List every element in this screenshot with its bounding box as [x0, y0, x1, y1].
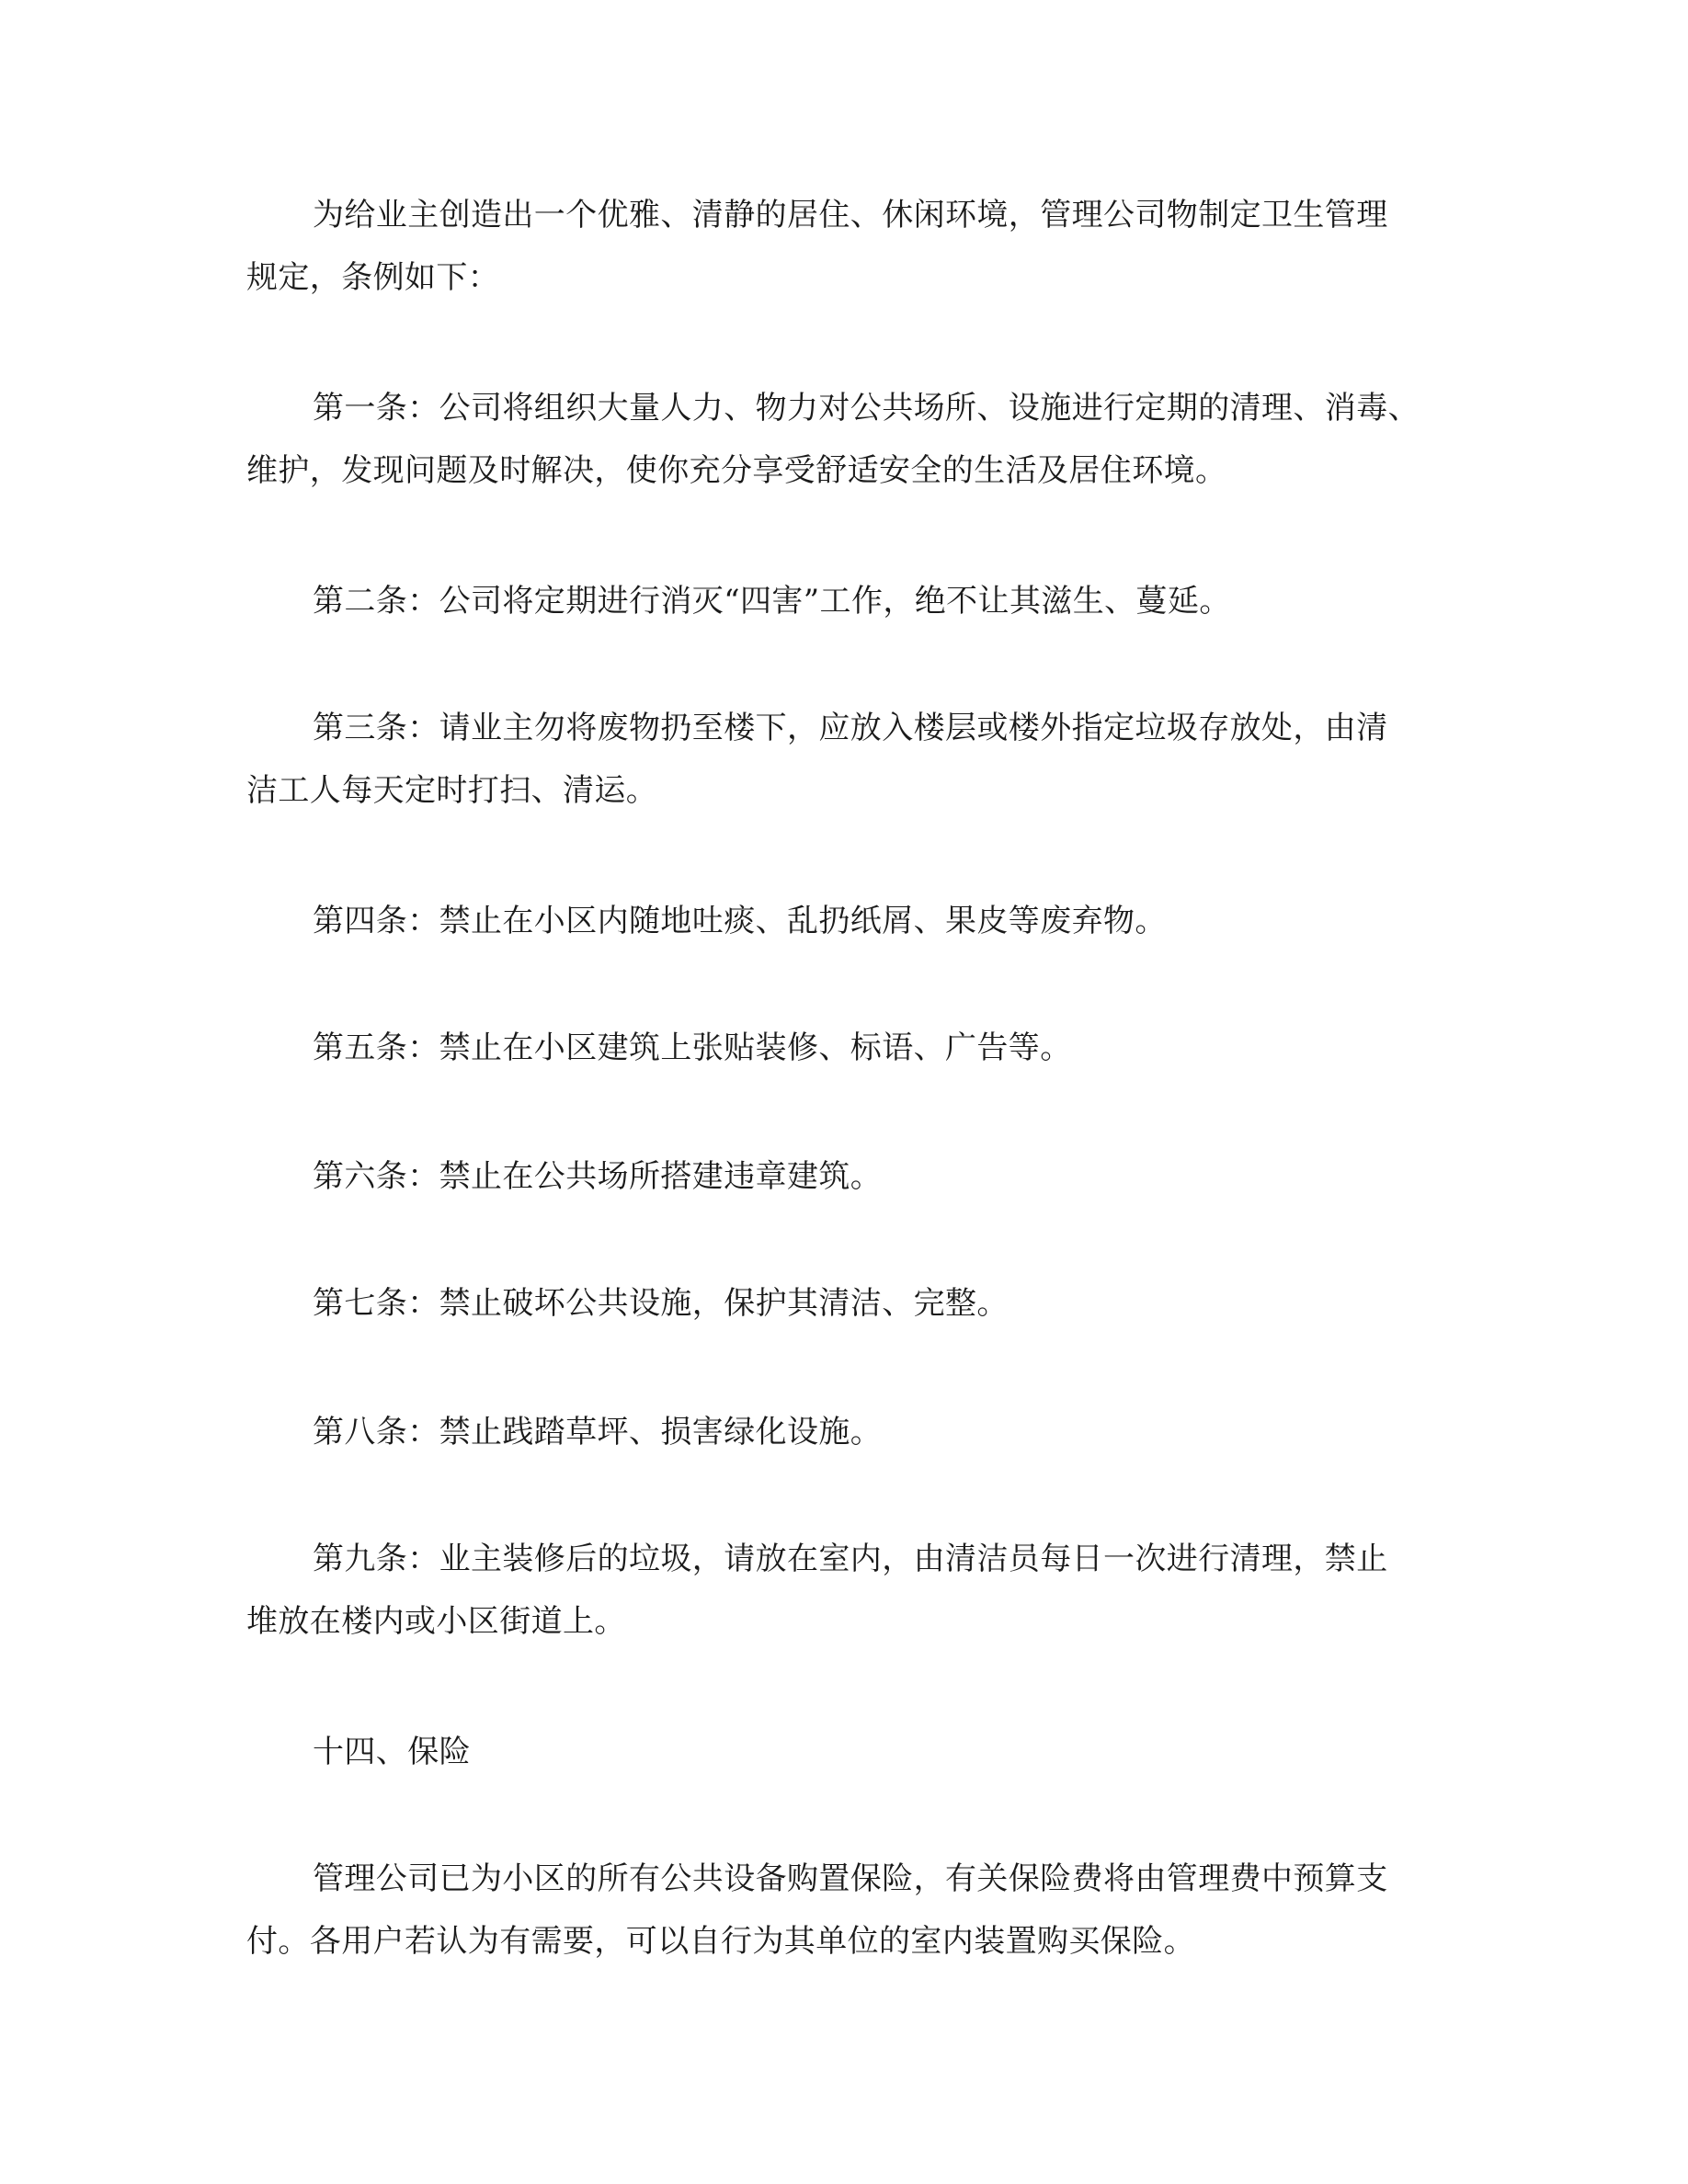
insurance-paragraph	[246, 1848, 1442, 1973]
section-heading: 十四、保险	[313, 1734, 471, 1770]
paragraph-line: 第三条：请业主勿将废物扔至楼下，应放入楼层或楼外指定垃圾存放处，由清	[313, 710, 1388, 746]
paragraph-line: 堆放在楼内或小区街道上。	[246, 1603, 626, 1640]
article-7-paragraph	[246, 1272, 1442, 1335]
paragraph-line: 第七条：禁止破坏公共设施，保护其清洁、完整。	[313, 1285, 1009, 1322]
article-9-paragraph	[246, 1528, 1442, 1653]
paragraph-line: 第六条：禁止在公共场所搭建违章建筑。	[313, 1158, 883, 1195]
section-heading-insurance	[246, 1721, 1442, 1783]
paragraph-line: 第八条：禁止践踏草坪、损害绿化设施。	[313, 1414, 883, 1450]
article-8-paragraph	[246, 1401, 1442, 1463]
article-6-paragraph	[246, 1145, 1442, 1208]
paragraph-line: 第四条：禁止在小区内随地吐痰、乱扔纸屑、果皮等废弃物。	[313, 903, 1167, 939]
paragraph-line: 洁工人每天定时打扫、清运。	[246, 772, 658, 809]
article-4-paragraph	[246, 890, 1442, 952]
paragraph-line: 规定，条例如下：	[246, 259, 500, 296]
paragraph-line: 第一条：公司将组织大量人力、物力对公共场所、设施进行定期的清理、消毒、	[313, 390, 1420, 427]
intro-paragraph	[246, 184, 1442, 309]
paragraph-line: 第五条：禁止在小区建筑上张贴装修、标语、广告等。	[313, 1029, 1072, 1066]
paragraph-line: 维护，发现问题及时解决，使你充分享受舒适安全的生活及居住环境。	[246, 452, 1227, 489]
paragraph-line: 为给业主创造出一个优雅、清静的居住、休闲环境，管理公司物制定卫生管理	[313, 197, 1388, 233]
article-5-paragraph	[246, 1017, 1442, 1079]
article-3-paragraph	[246, 697, 1442, 822]
paragraph-line: 管理公司已为小区的所有公共设备购置保险，有关保险费将由管理费中预算支	[313, 1860, 1388, 1897]
article-1-paragraph	[246, 377, 1442, 502]
paragraph-line: 付。各用户若认为有需要，可以自行为其单位的室内装置购买保险。	[246, 1923, 1195, 1960]
article-2-paragraph	[246, 570, 1442, 632]
paragraph-line: 第二条：公司将定期进行消灭“四害”工作，绝不让其滋生、蔓延。	[313, 583, 1231, 620]
paragraph-line: 第九条：业主装修后的垃圾，请放在室内，由清洁员每日一次进行清理，禁止	[313, 1541, 1388, 1577]
